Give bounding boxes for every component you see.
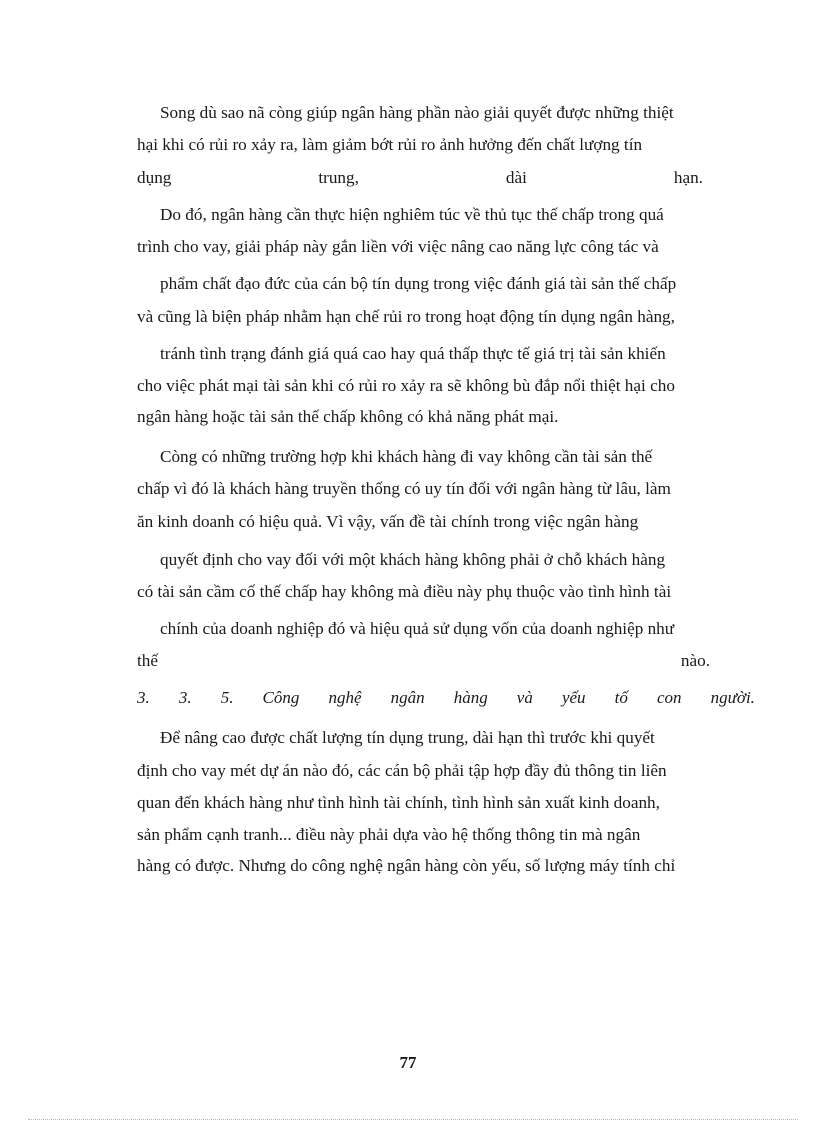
paragraph-line: và cũng là biện pháp nhằm hạn chế rủi ro trong hoạt động tín dụng ngân hàng, <box>137 307 675 326</box>
heading-word: Công <box>262 688 300 707</box>
page-bottom-rule <box>28 1119 798 1120</box>
paragraph-line: Để nâng cao được chất lượng tín dụng trung, dài hạn thì trước khi quyết <box>160 728 655 747</box>
heading-word: và <box>516 688 533 707</box>
heading-word: 3. <box>178 688 192 707</box>
paragraph-line: định cho vay mét dự án nào đó, các cán bộ phải tập hợp đầy đủ thông tin liên <box>137 761 667 780</box>
word: dài <box>505 168 527 187</box>
paragraph-line: ăn kinh doanh có hiệu quả. Vì vậy, vấn đề tài chính trong việc ngân hàng <box>137 512 639 531</box>
paragraph-line: cho việc phát mại tài sản khi có rủi ro xảy ra sẽ không bù đắp nổi thiệt hại cho <box>137 376 675 395</box>
paragraph-line: có tài sản cầm cố thế chấp hay không mà điều này phụ thuộc vào tình hình tài <box>137 582 672 601</box>
heading-word: hàng <box>453 688 488 707</box>
word: dụng <box>137 168 172 187</box>
paragraph-line: chấp vì đó là khách hàng truyền thống có uy tín đối với ngân hàng từ lâu, làm <box>137 479 671 498</box>
justified-line <box>137 650 710 672</box>
heading-word: 5. <box>220 688 234 707</box>
word: hạn. <box>673 168 703 187</box>
heading-word: 3. <box>137 688 150 707</box>
word: thế <box>137 651 158 670</box>
paragraph-line: hại khi có rủi ro xảy ra, làm giảm bớt rủi ro ảnh hưởng đến chất lượng tín <box>137 135 643 154</box>
heading-word: người. <box>710 688 755 707</box>
paragraph-line: sản phẩm cạnh tranh... điều này phải dựa vào hệ thống thông tin mà ngân <box>137 825 641 844</box>
paragraph-line: Do đó, ngân hàng cần thực hiện nghiêm túc về thủ tục thế chấp trong quá <box>160 205 664 224</box>
paragraph-line: Còng có những trường hợp khi khách hàng đi vay không cần tài sản thế <box>160 447 653 466</box>
word: nào. <box>680 651 710 670</box>
heading-word: tố <box>614 688 628 707</box>
heading-word: yếu <box>561 688 586 707</box>
page-number: 77 <box>399 1053 417 1072</box>
word: trung, <box>318 168 359 187</box>
paragraph-line: hàng có được. Nhưng do công nghệ ngân hàng còn yếu, số lượng máy tính chỉ <box>137 856 676 875</box>
heading-word: con <box>656 688 682 707</box>
paragraph-line: Song dù sao nã còng giúp ngân hàng phần nào giải quyết được những thiệt <box>160 103 674 122</box>
heading-word: ngân <box>390 688 425 707</box>
justified-line <box>137 167 703 189</box>
paragraph-line: tránh tình trạng đánh giá quá cao hay quá thấp thực tế giá trị tài sản khiến <box>160 344 666 363</box>
section-heading <box>137 687 755 709</box>
paragraph-line: chính của doanh nghiệp đó và hiệu quả sử dụng vốn của doanh nghiệp như <box>160 619 675 638</box>
heading-word: nghệ <box>328 688 362 707</box>
paragraph-line: ngân hàng hoặc tài sản thế chấp không có khả năng phát mại. <box>137 407 559 426</box>
paragraph-line: quan đến khách hàng như tình hình tài chính, tình hình sản xuất kinh doanh, <box>137 793 660 812</box>
paragraph-line: trình cho vay, giải pháp này gắn liền với việc nâng cao năng lực công tác và <box>137 237 659 256</box>
paragraph-line: quyết định cho vay đối với một khách hàng không phải ở chỗ khách hàng <box>160 550 666 569</box>
paragraph-line: phẩm chất đạo đức của cán bộ tín dụng trong việc đánh giá tài sản thế chấp <box>160 274 677 293</box>
